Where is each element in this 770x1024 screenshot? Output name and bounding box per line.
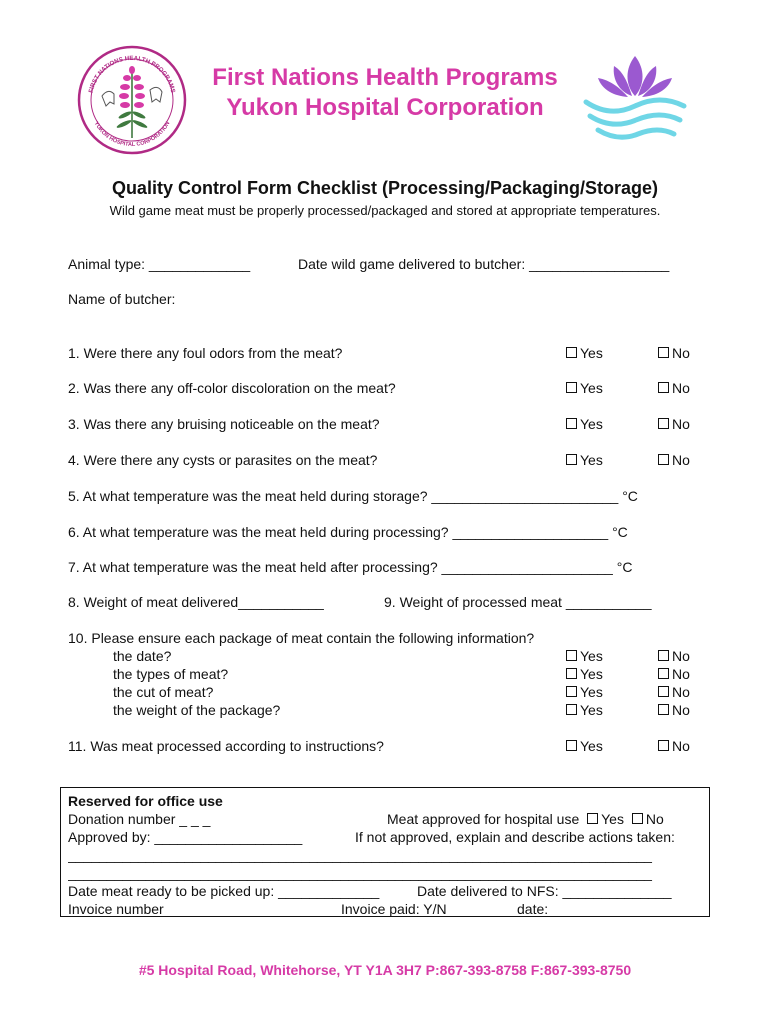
yes-label: Yes [580, 702, 603, 718]
checkbox-icon [566, 382, 577, 393]
no-label: No [672, 666, 690, 682]
q10c-yes-checkbox[interactable] [566, 684, 603, 700]
checkbox-icon [658, 418, 669, 429]
question-4: 4. Were there any cysts or parasites on the meat? [68, 452, 378, 468]
office-use-box [60, 787, 710, 917]
invoice-paid-field[interactable]: Invoice paid: Y/N [341, 901, 447, 917]
approved-yes-checkbox[interactable] [587, 811, 624, 827]
question-5-field[interactable] [68, 488, 638, 504]
form-subtitle: Wild game meat must be properly processed/packaged and stored at appropriate temperatures. [109, 203, 661, 218]
fireweed-seal-logo [76, 44, 188, 156]
checkbox-icon [658, 347, 669, 358]
checkbox-icon [566, 686, 577, 697]
celsius-unit: °C [612, 524, 628, 540]
date-nfs-field[interactable]: Date delivered to NFS: ______________ [417, 883, 672, 899]
seal-text-bottom: YUKON HOSPITAL CORPORATION [92, 120, 172, 149]
checkbox-icon [566, 740, 577, 751]
checkbox-icon [566, 650, 577, 661]
not-approved-label: If not approved, explain and describe actions taken: [355, 829, 675, 845]
no-label: No [645, 811, 664, 827]
no-label: No [672, 684, 690, 700]
checkbox-icon [658, 704, 669, 715]
yes-label: Yes [580, 452, 603, 468]
q2-no-checkbox[interactable] [658, 380, 690, 396]
office-use-heading: Reserved for office use [68, 793, 223, 809]
approved-by-field[interactable]: Approved by: ___________________ [68, 829, 303, 845]
checkbox-icon [566, 347, 577, 358]
invoice-date-field[interactable]: date:_________________ [517, 901, 681, 917]
q2-yes-checkbox[interactable] [566, 380, 603, 396]
org-name-line2: Yukon Hospital Corporation [226, 94, 544, 121]
yes-label: Yes [601, 811, 624, 827]
q10-item-date: the date? [113, 648, 172, 664]
checkbox-icon [658, 740, 669, 751]
checkbox-icon [632, 813, 643, 824]
q10-item-weight: the weight of the package? [113, 702, 281, 718]
q10d-no-checkbox[interactable] [658, 702, 690, 718]
q11-yes-checkbox[interactable] [566, 738, 603, 754]
org-name-line1: First Nations Health Programs [212, 64, 558, 91]
donation-number-field[interactable]: Donation number _ _ _ [68, 811, 211, 827]
q10b-no-checkbox[interactable] [658, 666, 690, 682]
no-label: No [672, 648, 690, 664]
checkbox-icon [566, 418, 577, 429]
checkbox-icon [658, 454, 669, 465]
yes-label: Yes [580, 416, 603, 432]
q4-yes-checkbox[interactable] [566, 452, 603, 468]
question-6-field[interactable] [68, 524, 628, 540]
celsius-unit: °C [622, 488, 638, 504]
name-of-butcher-field[interactable]: Name of butcher: [68, 291, 176, 307]
checkbox-icon [566, 668, 577, 679]
q10a-no-checkbox[interactable] [658, 648, 690, 664]
q4-no-checkbox[interactable] [658, 452, 690, 468]
question-11: 11. Was meat processed according to instructions? [68, 738, 384, 754]
checkbox-icon [566, 704, 577, 715]
celsius-unit: °C [616, 559, 633, 575]
footer-address: #5 Hospital Road, Whitehorse, YT Y1A 3H7 P:867-393-8758 F:867-393-8750 [138, 962, 632, 978]
q11-no-checkbox[interactable] [658, 738, 690, 754]
yes-label: Yes [580, 666, 603, 682]
question-3: 3. Was there any bruising noticeable on the meat? [68, 416, 380, 432]
no-label: No [672, 738, 690, 754]
question-7: 7. At what temperature was the meat held after processing? ______________________ [68, 559, 613, 575]
form-title: Quality Control Form Checklist (Processing/Packaging/Storage) [111, 178, 659, 198]
checkbox-icon [658, 686, 669, 697]
checkbox-icon [566, 454, 577, 465]
weight-processed-field[interactable]: 9. Weight of processed meat ___________ [384, 594, 652, 610]
yes-label: Yes [580, 648, 603, 664]
meat-approved-label: Meat approved for hospital use [387, 811, 580, 827]
invoice-number-field[interactable]: Invoice number _________________ [68, 901, 300, 917]
question-5: 5. At what temperature was the meat held during storage? ________________________ [68, 488, 619, 504]
yes-label: Yes [580, 345, 603, 361]
q10-item-types: the types of meat? [113, 666, 229, 682]
q10d-yes-checkbox[interactable] [566, 702, 603, 718]
checkbox-icon [658, 650, 669, 661]
seal-text-top: FIRST NATIONS HEALTH PROGRAMS [87, 54, 177, 94]
question-10: 10. Please ensure each package of meat contain the following information? [68, 630, 535, 646]
q1-no-checkbox[interactable] [658, 345, 690, 361]
question-1: 1. Were there any foul odors from the meat? [68, 345, 343, 361]
question-2: 2. Was there any off-color discoloration on the meat? [68, 380, 396, 396]
q10b-yes-checkbox[interactable] [566, 666, 603, 682]
no-label: No [672, 345, 690, 361]
date-ready-field[interactable]: Date meat ready to be picked up: _____________ [68, 883, 380, 899]
q1-yes-checkbox[interactable] [566, 345, 603, 361]
no-label: No [672, 416, 690, 432]
checkbox-icon [587, 813, 598, 824]
yes-label: Yes [580, 738, 603, 754]
yes-label: Yes [580, 684, 603, 700]
lotus-water-logo [580, 52, 690, 148]
no-label: No [672, 702, 690, 718]
explanation-line-1[interactable]: ___________________________________________________________________________ [68, 847, 652, 863]
approved-no-checkbox[interactable] [632, 811, 664, 827]
q10-item-cut: the cut of meat? [113, 684, 214, 700]
no-label: No [672, 380, 690, 396]
no-label: No [672, 452, 690, 468]
q10c-no-checkbox[interactable] [658, 684, 690, 700]
q3-yes-checkbox[interactable] [566, 416, 603, 432]
animal-type-field[interactable]: Animal type: _____________ [68, 256, 251, 272]
q3-no-checkbox[interactable] [658, 416, 690, 432]
q10a-yes-checkbox[interactable] [566, 648, 603, 664]
checkbox-icon [658, 668, 669, 679]
question-7-field[interactable] [68, 559, 632, 575]
date-delivered-butcher-field[interactable]: Date wild game delivered to butcher: __________________ [298, 256, 670, 272]
weight-delivered-field[interactable]: 8. Weight of meat delivered___________ [68, 594, 324, 610]
question-6: 6. At what temperature was the meat held during processing? ____________________ [68, 524, 609, 540]
checkbox-icon [658, 382, 669, 393]
meat-approved-row [387, 811, 664, 827]
yes-label: Yes [580, 380, 603, 396]
explanation-line-2[interactable]: ___________________________________________________________________________ [68, 865, 652, 881]
